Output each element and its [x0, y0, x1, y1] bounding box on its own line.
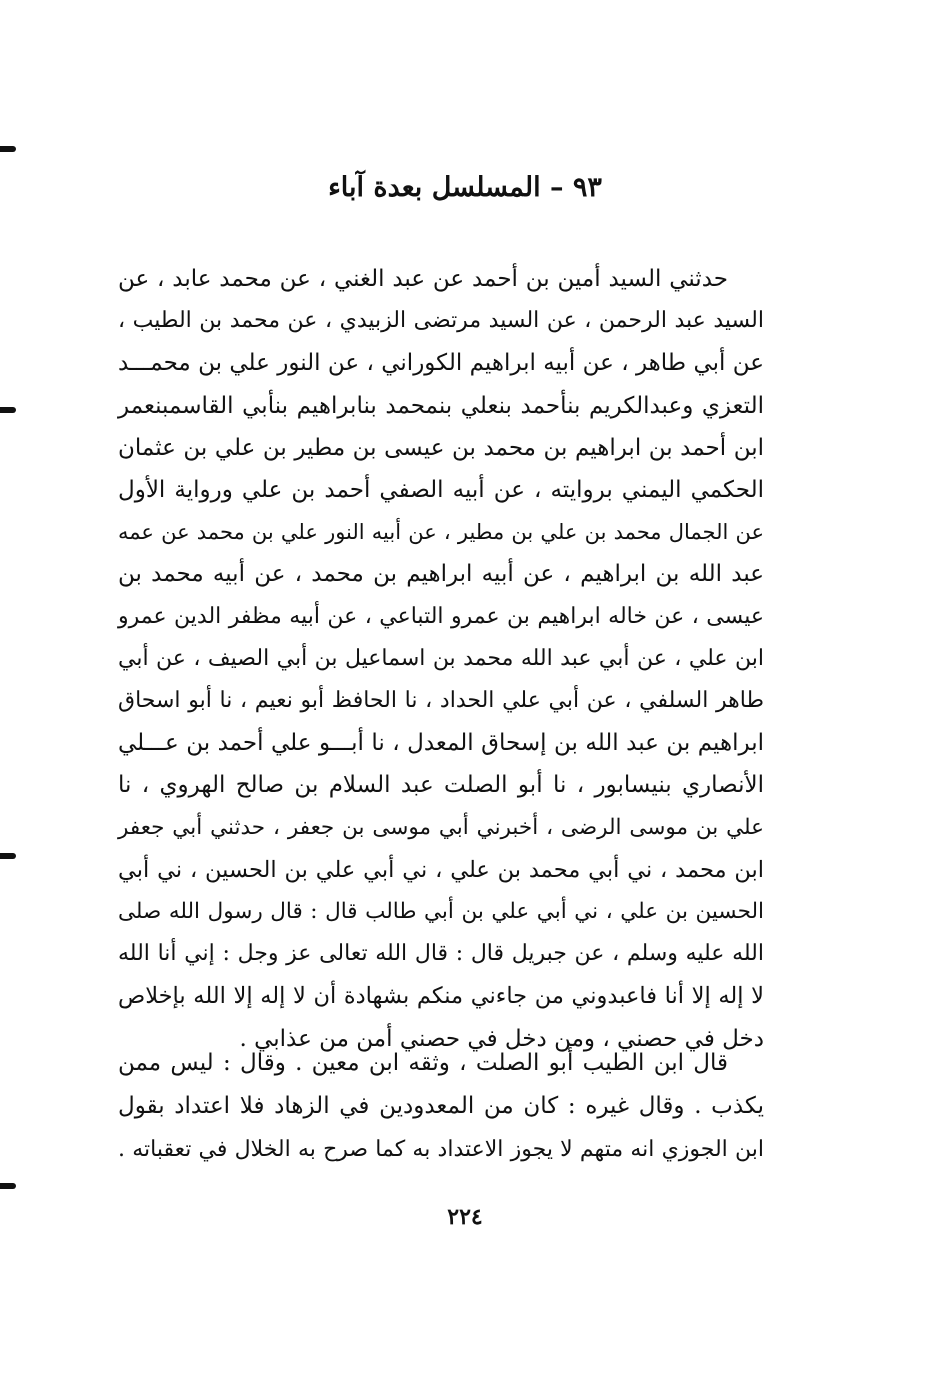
text-line: حدثني السيد أمين بن أحمد عن عبد الغني ، عن محمد عابد ، عن — [118, 266, 728, 292]
text-line: الأنصاري بنيسابور ، نا أبو الصلت عبد السلام بن صالح الهروي ، نا — [118, 772, 764, 799]
text-line: عن الجمال محمد بن علي بن مطير ، عن أبيه النور علي بن محمد عن عمه — [118, 520, 764, 545]
section-heading: ٩٣ – المسلسل بعدة آباء — [328, 172, 602, 203]
text-line: قال ابن الطيب أبو الصلت ، وثقه ابن معين . وقال : ليس ممن — [118, 1050, 728, 1076]
text-line: ابن الجوزي انه متهم لا يجوز الاعتداد به كما صرح به الخلال في تعقباته . — [118, 1137, 764, 1162]
text-line: الله عليه وسلم ، عن جبريل قال : قال الله تعالى عز وجل : إني أنا الله — [118, 941, 764, 967]
text-line: التعزي وعبدالكريم بنأحمد بنعلي بنمحمد بنابراهيم بنأبي القاسمبنعمر — [118, 392, 764, 419]
text-line: عبد الله بن ابراهيم ، عن أبيه ابراهيم بن محمد ، عن أبيه محمد بن — [118, 561, 764, 588]
text-line: طاهر السلفي ، عن أبي علي الحداد ، نا الحافظ أبو نعيم ، نا أبو اسحاق — [118, 688, 764, 714]
text-line: دخل في حصني ، ومن دخل في حصني أمن من عذابي . — [239, 1025, 764, 1052]
commentary-paragraph — [118, 1042, 764, 1171]
text-line: السيد عبد الرحمن ، عن السيد مرتضى الزبيدي ، عن محمد بن الطيب ، — [118, 308, 764, 334]
text-line: الحكمي اليمني بروايته ، عن أبيه الصفي أحمد بن علي ورواية الأول — [118, 477, 764, 504]
text-line: ابن علي ، عن أبي عبد الله محمد بن اسماعيل بن أبي الصيف ، عن أبي — [118, 645, 764, 671]
text-line: لا إله إلا أنا فاعبدوني من جاءني منكم بشهادة أن لا إله إلا الله بإخلاص — [118, 983, 764, 1010]
text-line: الحسين بن علي ، ني أبي علي بن أبي طالب قال : قال رسول الله صلى — [118, 899, 764, 925]
text-line: ابن أحمد بن ابراهيم بن محمد بن عيسى بن مطير بن علي بن عثمان — [118, 434, 764, 461]
text-line: علي بن موسى الرضى ، أخبرني أبي موسى بن جعفر ، حدثني أبي جعفر — [118, 814, 764, 840]
scan-edge-mark — [0, 146, 16, 152]
text-line: ابراهيم بن عبد الله بن إسحاق المعدل ، نا أبـــو علي أحمد بن عـــلي — [118, 730, 764, 757]
text-line: يكذب . وقال غيره : كان من المعدودين في الزهاد فلا اعتداد بقول — [118, 1093, 764, 1119]
hadith-chain-paragraph — [118, 258, 764, 1060]
page-number: ٢٢٤ — [447, 1204, 483, 1230]
scan-edge-mark — [0, 407, 16, 413]
scan-edge-mark — [0, 853, 16, 859]
text-line: عن أبي طاهر ، عن أبيه ابراهيم الكوراني ، عن النور علي بن محمـــد — [118, 350, 764, 377]
scan-edge-mark — [0, 1183, 16, 1189]
text-line: عيسى ، عن خاله ابراهيم بن عمرو التباعي ، عن أبيه مظفر الدين عمرو — [118, 603, 764, 629]
text-line: ابن محمد ، ني أبي محمد بن علي ، ني أبي علي بن الحسين ، ني أبي — [118, 856, 764, 883]
